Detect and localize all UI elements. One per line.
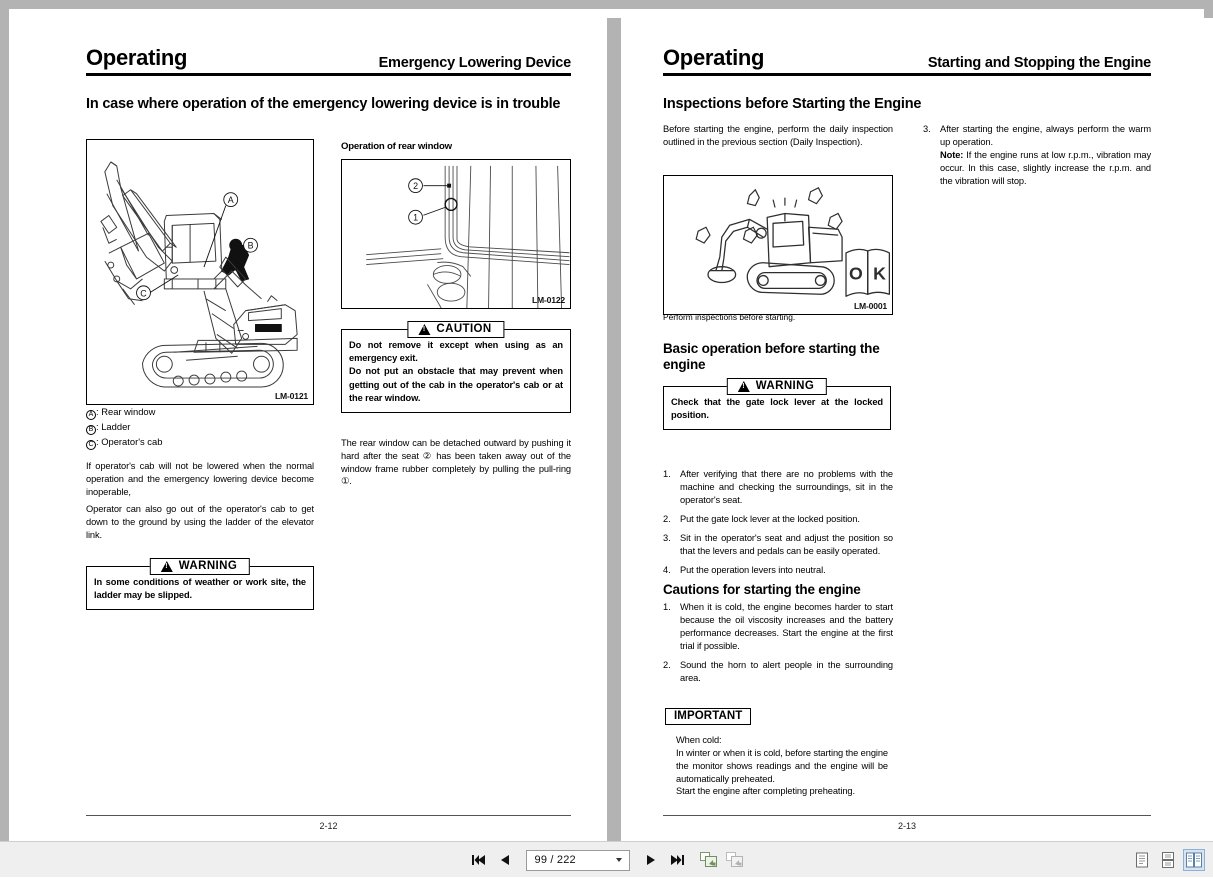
warning-tab-gate-lock bbox=[727, 378, 827, 395]
caution-steps-list bbox=[663, 601, 893, 685]
fit-page-button[interactable] bbox=[698, 849, 720, 871]
page-number-left: 2-12 bbox=[319, 821, 338, 831]
warning-label-right: WARNING bbox=[755, 380, 815, 392]
warning-box-ladder bbox=[86, 558, 314, 610]
svg-text:A: A bbox=[227, 195, 234, 206]
toolbar-navigation-group bbox=[0, 842, 1213, 878]
legend-text-c: : Operator's cab bbox=[96, 436, 163, 447]
caution-box-rear-window bbox=[341, 321, 571, 413]
right-column-step-list bbox=[923, 123, 1151, 188]
fit-width-icon bbox=[726, 852, 744, 868]
basic-step-2-text: Put the gate lock lever at the locked position. bbox=[680, 514, 860, 525]
single-page-view-icon bbox=[1135, 852, 1149, 868]
toolbar-view-modes bbox=[1131, 842, 1205, 878]
caution-step-2-number: 2. bbox=[663, 660, 671, 671]
basic-step-2-number: 2. bbox=[663, 514, 671, 525]
right-column-step-3-text bbox=[940, 123, 1151, 188]
legend-mark-c: C bbox=[86, 440, 96, 450]
warning-label: WARNING bbox=[178, 560, 238, 572]
two-page-view-icon bbox=[1186, 852, 1202, 868]
basic-step-4-text: Put the operation levers into neutral. bbox=[680, 565, 826, 576]
svg-text:O: O bbox=[848, 263, 863, 284]
svg-text:C: C bbox=[140, 288, 147, 299]
caution-tab bbox=[407, 321, 504, 338]
left-body-paragraph-1: If operator's cab will not be lowered when the normal operation and the emergency lowering device become inoperable, bbox=[86, 461, 314, 497]
important-line-2: In winter or when it is cold, before starting the engine the monitor shows readings and the engine will be automatically preheated. bbox=[676, 748, 888, 784]
important-line-3: Start the engine after completing preheating. bbox=[676, 786, 855, 796]
warning-text-ladder: In some conditions of weather or work site, the ladder may be slipped. bbox=[94, 577, 306, 601]
figure-caption-inspection: Perform inspections before starting. bbox=[663, 312, 796, 322]
fit-page-icon bbox=[700, 852, 718, 868]
page-number-value: 99 / 222 bbox=[534, 854, 576, 866]
right-intro-paragraph: Before starting the engine, perform the daily inspection outlined in the previous section (Daily Inspection). bbox=[663, 124, 893, 147]
continuous-view-icon bbox=[1161, 852, 1175, 868]
caution-step-1 bbox=[663, 601, 893, 653]
page-footer-right bbox=[663, 815, 1151, 831]
next-page-button[interactable] bbox=[640, 849, 662, 871]
svg-text:2: 2 bbox=[413, 181, 419, 192]
note-text: If the engine runs at low r.p.m., vibration may occur. In this case, slightly increase the r.p.m. and the vibration will stop. bbox=[940, 150, 1151, 187]
svg-text:1: 1 bbox=[413, 212, 419, 223]
basic-step-1 bbox=[663, 468, 893, 507]
caution-step-2-text: Sound the horn to alert people in the surrounding area. bbox=[680, 660, 893, 684]
legend-item-c bbox=[86, 435, 162, 450]
subheading-operation-rear-window: Operation of rear window bbox=[341, 141, 452, 152]
caution-triangle-icon bbox=[418, 324, 430, 335]
svg-text:K: K bbox=[873, 263, 886, 284]
last-page-icon bbox=[670, 854, 684, 866]
important-badge: IMPORTANT bbox=[665, 708, 751, 725]
svg-text:B: B bbox=[247, 240, 254, 251]
legend-text-a: : Rear window bbox=[96, 406, 156, 417]
basic-step-4 bbox=[663, 564, 893, 577]
chevron-down-icon bbox=[616, 858, 622, 862]
warning-text-gate-lock: Check that the gate lock lever at the locked position. bbox=[671, 397, 883, 421]
note-label: Note: bbox=[940, 150, 964, 161]
important-line-1: When cold: bbox=[676, 735, 722, 745]
previous-page-button[interactable] bbox=[494, 849, 516, 871]
legend-mark-b: B bbox=[86, 425, 96, 435]
running-head-left bbox=[86, 45, 571, 76]
basic-steps-list bbox=[663, 468, 893, 577]
basic-step-3-text: Sit in the operator's seat and adjust the position so that the levers and pedals can be easily operated. bbox=[680, 533, 893, 557]
basic-step-3 bbox=[663, 532, 893, 558]
basic-step-4-number: 4. bbox=[663, 565, 671, 576]
section-title-left: Emergency Lowering Device bbox=[378, 55, 571, 71]
basic-step-1-text: After verifying that there are no problems with the machine and checking the surroundings, sit in the operator's seat. bbox=[680, 469, 893, 506]
page-gutter bbox=[607, 18, 621, 850]
basic-step-3-number: 3. bbox=[663, 533, 671, 544]
figure-rear-window-drawing bbox=[342, 160, 570, 308]
legend-mark-a: A bbox=[86, 410, 96, 420]
chapter-title-left: Operating bbox=[86, 45, 188, 70]
caution-step-2 bbox=[663, 659, 893, 685]
legend-item-a bbox=[86, 405, 162, 420]
basic-step-2 bbox=[663, 513, 893, 526]
chapter-title-right: Operating bbox=[663, 45, 765, 70]
view-two-page-button[interactable] bbox=[1183, 849, 1205, 871]
page-number-right: 2-13 bbox=[897, 821, 916, 831]
right-column-step-3 bbox=[923, 123, 1151, 188]
figure-rear-window bbox=[341, 159, 571, 309]
view-continuous-button[interactable] bbox=[1157, 849, 1179, 871]
figure-code-left-main: LM-0121 bbox=[275, 391, 308, 401]
caution-step-1-number: 1. bbox=[663, 602, 671, 612]
page-number-select[interactable] bbox=[526, 850, 630, 871]
subheading-basic-operation: Basic operation before starting the engine bbox=[663, 341, 880, 373]
page-canvas bbox=[18, 18, 1213, 850]
right-column-step-3-number: 3. bbox=[923, 124, 931, 134]
caution-step-1-text: When it is cold, the engine becomes harder to start because the oil viscosity increases and the battery performance decreases. Start the engine at the first trial if possible. bbox=[680, 602, 893, 652]
figure-code-inspection: LM-0001 bbox=[854, 301, 887, 311]
next-page-icon bbox=[645, 854, 657, 866]
caution-text-line-2: Do not put an obstacle that may prevent when getting out of the cab in the operator's cab or at the rear window. bbox=[349, 366, 563, 403]
legend-text-b: : Ladder bbox=[96, 421, 131, 432]
page-heading-left: In case where operation of the emergency lowering device is in trouble bbox=[86, 96, 561, 112]
last-page-button[interactable] bbox=[666, 849, 688, 871]
figure-inspection-ok bbox=[663, 175, 893, 315]
figure-code-rear-window: LM-0122 bbox=[532, 295, 565, 305]
view-single-page-button[interactable] bbox=[1131, 849, 1153, 871]
running-head-right bbox=[663, 45, 1151, 76]
caution-text-line-1: Do not remove it except when using as an emergency exit. bbox=[349, 340, 563, 364]
previous-page-icon bbox=[499, 854, 511, 866]
basic-step-1-number: 1. bbox=[663, 469, 671, 479]
section-title-right: Starting and Stopping the Engine bbox=[927, 55, 1151, 71]
figure-legend-left bbox=[86, 405, 162, 450]
viewer-toolbar bbox=[0, 841, 1213, 877]
warning-box-gate-lock bbox=[663, 378, 891, 430]
warning-triangle-icon-right bbox=[738, 381, 750, 392]
left-body-paragraph-2: Operator can also go out of the operator's cab to get down to the ground by using the ladder of the elevator link. bbox=[86, 504, 314, 540]
figure-inspection-ok-drawing bbox=[664, 176, 892, 314]
fit-width-button[interactable] bbox=[724, 849, 746, 871]
subheading-cautions-starting: Cautions for starting the engine bbox=[663, 582, 861, 597]
right-column-step-3-line1: After starting the engine, always perform the warm up operation. bbox=[940, 124, 1151, 148]
caution-body bbox=[341, 329, 571, 413]
legend-item-b bbox=[86, 420, 162, 435]
document-page-left[interactable] bbox=[18, 18, 607, 850]
figure-excavator-ladder bbox=[86, 139, 314, 405]
warning-triangle-icon bbox=[161, 561, 173, 572]
first-page-icon bbox=[472, 854, 486, 866]
page-footer-left bbox=[86, 815, 571, 831]
warning-tab-ladder bbox=[150, 558, 250, 575]
caution-label: CAUTION bbox=[436, 323, 492, 335]
first-page-button[interactable] bbox=[468, 849, 490, 871]
page-heading-right: Inspections before Starting the Engine bbox=[663, 96, 922, 112]
document-page-right[interactable] bbox=[621, 18, 1213, 850]
left-rear-window-paragraph: The rear window can be detached outward by pushing it hard after the seat ② has been taken away out of the window frame rubber completely by pulling the pull-ring ①. bbox=[341, 438, 571, 487]
figure-excavator-ladder-drawing bbox=[87, 140, 313, 404]
